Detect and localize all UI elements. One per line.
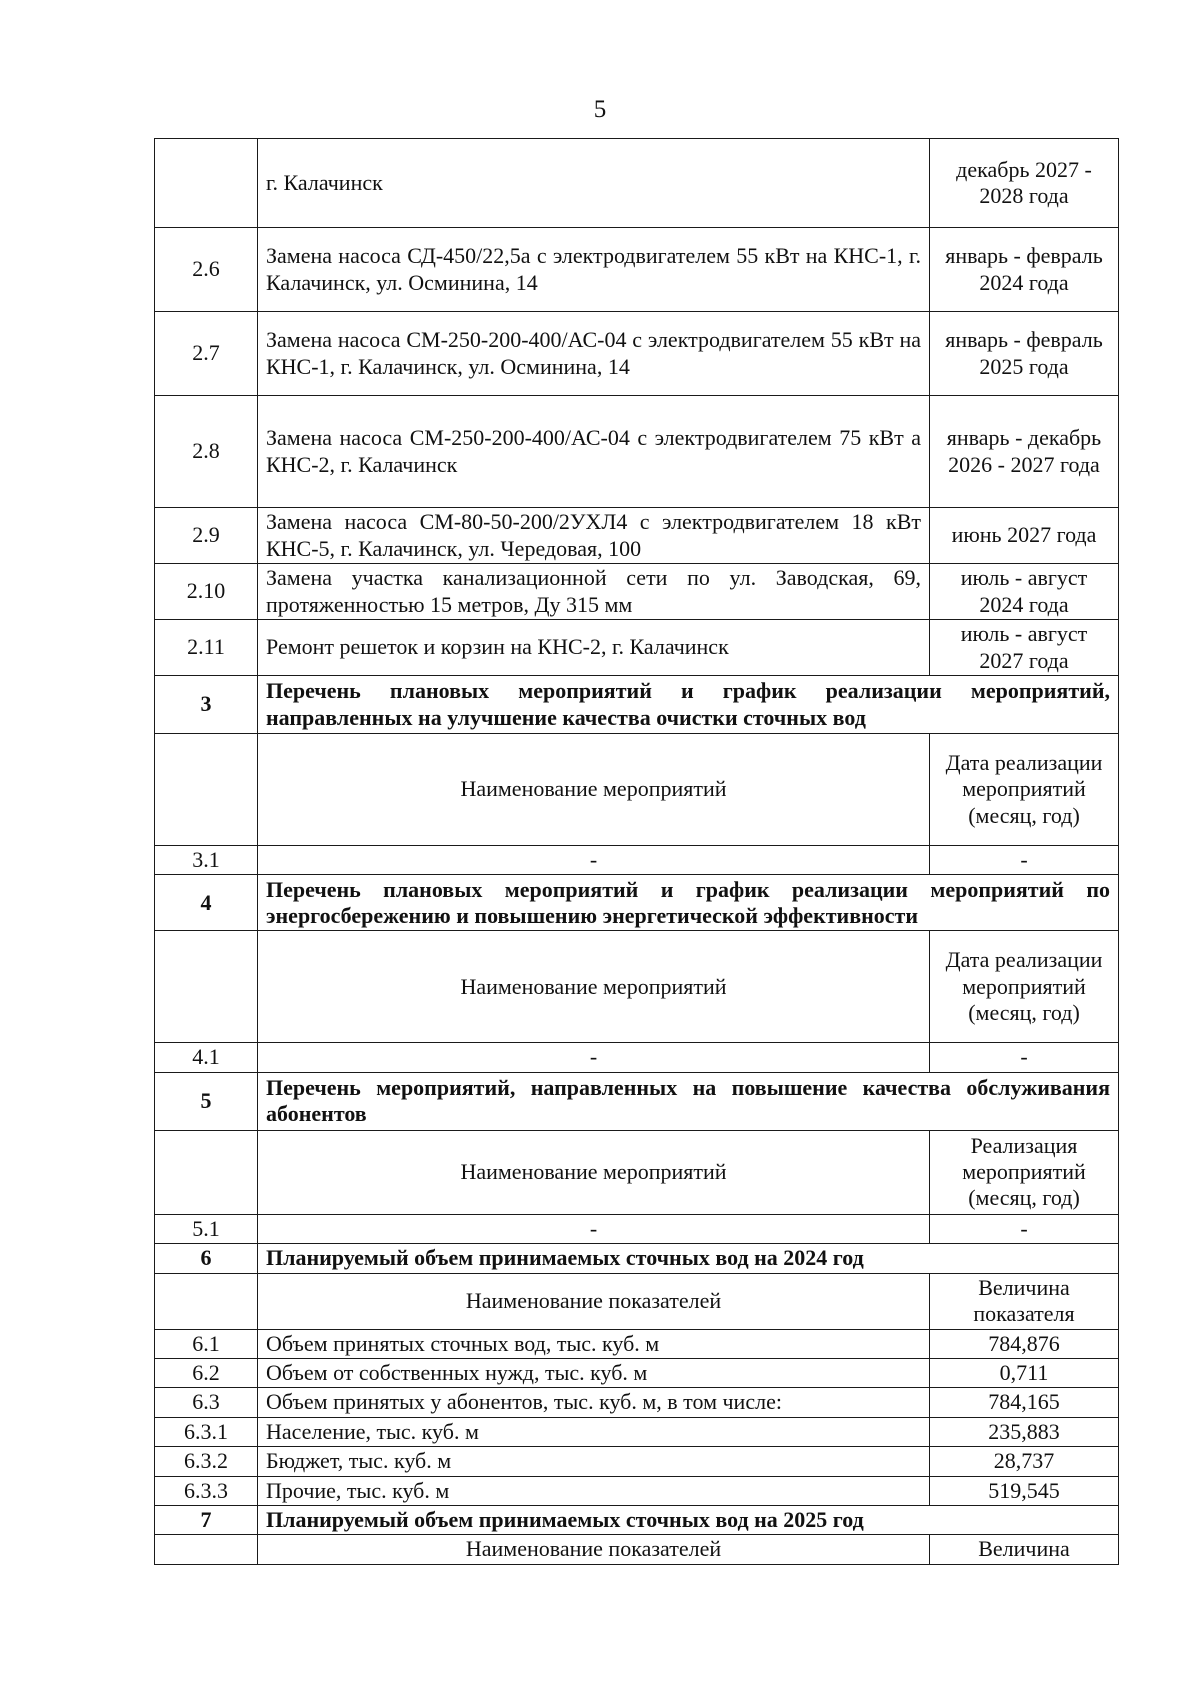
row-number-cell: 6 (155, 1244, 258, 1273)
column-header-name: Наименование мероприятий (258, 734, 930, 846)
measure-name-cell: г. Калачинск (258, 139, 930, 228)
table-row (155, 312, 1119, 396)
measure-name-cell: Объем принятых сточных вод, тыс. куб. м (258, 1329, 930, 1358)
row-number-cell: 6.3.3 (155, 1476, 258, 1505)
row-number-cell: 3 (155, 676, 258, 734)
row-number-cell: 3.1 (155, 846, 258, 875)
column-header-name: Наименование мероприятий (258, 931, 930, 1043)
date-value-cell: 519,545 (930, 1476, 1119, 1505)
date-value-cell: январь - февраль 2025 года (930, 312, 1119, 396)
row-number-cell (155, 1273, 258, 1329)
date-value-cell: 784,165 (930, 1388, 1119, 1417)
table-row (155, 846, 1119, 875)
date-value-cell: июнь 2027 года (930, 508, 1119, 564)
column-header-name: Наименование мероприятий (258, 1130, 930, 1214)
page-number: 5 (593, 96, 607, 123)
measure-name-cell: Замена насоса СД-450/22,5а с электродвигателем 55 кВт на КНС-1, г. Калачинск, ул. Осминина, 14 (258, 228, 930, 312)
row-number-cell (155, 1130, 258, 1214)
table-row (155, 564, 1119, 620)
row-number-cell (155, 139, 258, 228)
row-number-cell: 6.1 (155, 1329, 258, 1358)
date-value-cell: декабрь 2027 - 2028 года (930, 139, 1119, 228)
table-row (155, 1043, 1119, 1072)
section-title-cell: Планируемый объем принимаемых сточных вод на 2024 год (258, 1244, 1119, 1273)
date-value-cell: июль - август 2024 года (930, 564, 1119, 620)
row-number-cell (155, 931, 258, 1043)
row-number-cell: 4 (155, 875, 258, 931)
column-header-row (155, 931, 1119, 1043)
date-value-cell: - (930, 1214, 1119, 1243)
date-value-cell: 0,711 (930, 1358, 1119, 1387)
column-header-name: Наименование показателей (258, 1273, 930, 1329)
row-number-cell: 7 (155, 1505, 258, 1534)
date-value-cell: 784,876 (930, 1329, 1119, 1358)
table-row (155, 1388, 1119, 1417)
row-number-cell: 2.8 (155, 396, 258, 508)
measure-name-cell: Замена участка канализационной сети по ул. Заводская, 69, протяженностью 15 метров, Ду 315 мм (258, 564, 930, 620)
column-header-row (155, 734, 1119, 846)
date-value-cell: - (930, 1043, 1119, 1072)
date-value-cell: январь - февраль 2024 года (930, 228, 1119, 312)
table-row (155, 228, 1119, 312)
column-header-row (155, 1535, 1119, 1564)
row-number-cell: 5.1 (155, 1214, 258, 1243)
row-number-cell: 6.3.1 (155, 1417, 258, 1446)
measures-table (154, 138, 1119, 1565)
row-number-cell (155, 1535, 258, 1564)
date-value-cell: - (930, 846, 1119, 875)
table-row (155, 1476, 1119, 1505)
section-title-cell: Перечень плановых мероприятий и график реализации мероприятий, направленных на улучшение качества очистки сточных вод (258, 676, 1119, 734)
section-row (155, 676, 1119, 734)
row-number-cell: 2.9 (155, 508, 258, 564)
table-row (155, 1447, 1119, 1476)
column-header-date: Дата реализации мероприятий (месяц, год) (930, 734, 1119, 846)
section-title-cell: Перечень мероприятий, направленных на повышение качества обслуживания абонентов (258, 1072, 1119, 1130)
date-value-cell: 28,737 (930, 1447, 1119, 1476)
measure-name-cell: - (258, 846, 930, 875)
row-number-cell: 6.3.2 (155, 1447, 258, 1476)
column-header-name: Наименование показателей (258, 1535, 930, 1564)
row-number-cell: 4.1 (155, 1043, 258, 1072)
column-header-date: Реализация мероприятий (месяц, год) (930, 1130, 1119, 1214)
row-number-cell: 2.7 (155, 312, 258, 396)
section-row (155, 1244, 1119, 1273)
column-header-date: Величина (930, 1535, 1119, 1564)
date-value-cell: январь - декабрь 2026 - 2027 года (930, 396, 1119, 508)
section-row (155, 1072, 1119, 1130)
row-number-cell: 2.6 (155, 228, 258, 312)
table-row (155, 1417, 1119, 1446)
table-row (155, 139, 1119, 228)
table-row (155, 1358, 1119, 1387)
row-number-cell: 2.10 (155, 564, 258, 620)
column-header-row (155, 1130, 1119, 1214)
column-header-row (155, 1273, 1119, 1329)
measure-name-cell: Ремонт решеток и корзин на КНС-2, г. Калачинск (258, 620, 930, 676)
date-value-cell: 235,883 (930, 1417, 1119, 1446)
row-number-cell (155, 734, 258, 846)
measure-name-cell: Население, тыс. куб. м (258, 1417, 930, 1446)
table-row (155, 620, 1119, 676)
section-row (155, 875, 1119, 931)
row-number-cell: 6.3 (155, 1388, 258, 1417)
measure-name-cell: - (258, 1214, 930, 1243)
table-row (155, 1329, 1119, 1358)
row-number-cell: 2.11 (155, 620, 258, 676)
date-value-cell: июль - август 2027 года (930, 620, 1119, 676)
measure-name-cell: Замена насоса СМ-250-200-400/АС-04 с электродвигателем 55 кВт на КНС-1, г. Калачинск, ул. Осминина, 14 (258, 312, 930, 396)
table-row (155, 508, 1119, 564)
row-number-cell: 6.2 (155, 1358, 258, 1387)
measure-name-cell: Объем принятых у абонентов, тыс. куб. м, в том числе: (258, 1388, 930, 1417)
row-number-cell: 5 (155, 1072, 258, 1130)
column-header-date: Величина показателя (930, 1273, 1119, 1329)
table-row (155, 396, 1119, 508)
section-title-cell: Планируемый объем принимаемых сточных вод на 2025 год (258, 1505, 1119, 1534)
measure-name-cell: Замена насоса СМ-80-50-200/2УХЛ4 с электродвигателем 18 кВт КНС-5, г. Калачинск, ул. Чередовая, 100 (258, 508, 930, 564)
measure-name-cell: Прочие, тыс. куб. м (258, 1476, 930, 1505)
measure-name-cell: Бюджет, тыс. куб. м (258, 1447, 930, 1476)
measure-name-cell: - (258, 1043, 930, 1072)
column-header-date: Дата реализации мероприятий (месяц, год) (930, 931, 1119, 1043)
measure-name-cell: Замена насоса СМ-250-200-400/АС-04 с электродвигателем 75 кВт а КНС-2, г. Калачинск (258, 396, 930, 508)
measure-name-cell: Объем от собственных нужд, тыс. куб. м (258, 1358, 930, 1387)
section-title-cell: Перечень плановых мероприятий и график реализации мероприятий по энергосбережению и повышению энергетической эффективности (258, 875, 1119, 931)
section-row (155, 1505, 1119, 1534)
table-row (155, 1214, 1119, 1243)
